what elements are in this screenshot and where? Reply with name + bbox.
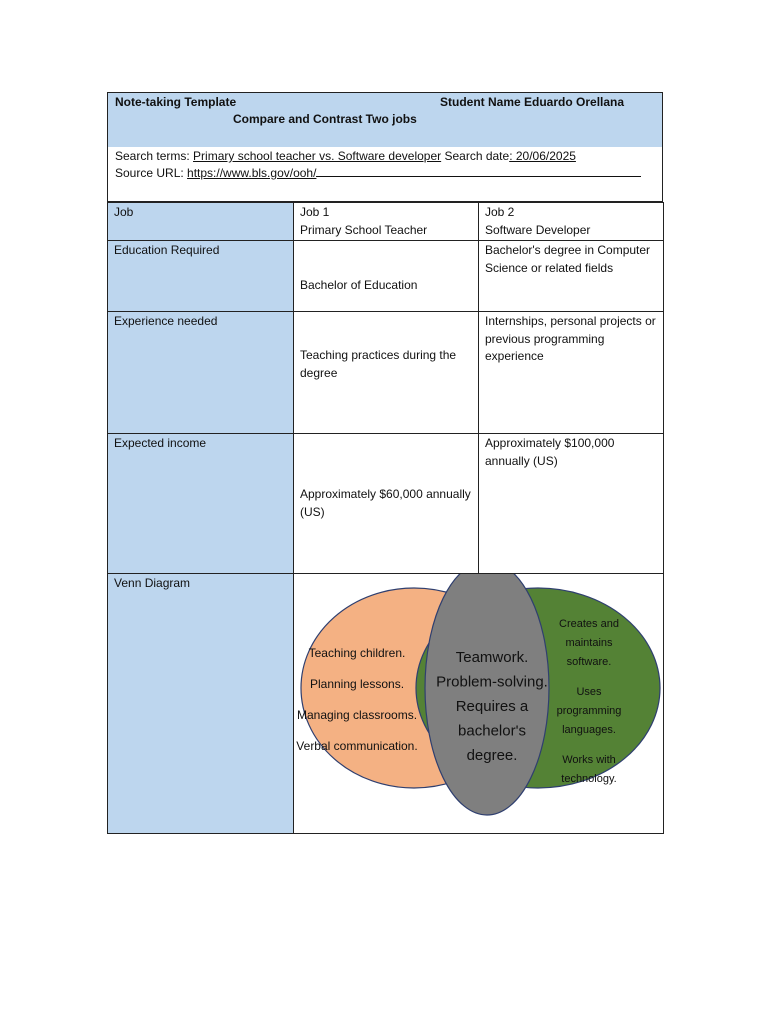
search-terms-label: Search terms: — [115, 149, 194, 163]
job1-cell: Approximately $60,000 annually (US) — [294, 434, 479, 574]
row-label: Venn Diagram — [108, 574, 294, 834]
venn-left-item: Teaching children. — [308, 646, 406, 660]
venn-right-item: programming — [556, 705, 622, 717]
venn-right-item: languages. — [562, 724, 616, 736]
comparison-table — [107, 202, 664, 834]
venn-diagram — [294, 574, 664, 832]
venn-overlap-item: Teamwork. — [455, 649, 529, 666]
job2-cell: Bachelor's degree in Computer Science or related fields — [479, 241, 664, 312]
venn-left-item: Planning lessons. — [309, 677, 405, 691]
venn-right-item: Creates and — [559, 618, 619, 630]
venn-overlap-item: Requires a — [455, 698, 529, 715]
source-url-link[interactable]: https://www.bls.gov/ooh/ — [187, 166, 317, 180]
venn-right-item: Works with — [562, 754, 616, 766]
table-row — [108, 574, 664, 834]
template-title: Note-taking Template — [115, 95, 237, 109]
venn-right-item: technology. — [561, 773, 617, 785]
job1-cell: Job 1 Primary School Teacher — [294, 203, 479, 241]
search-date-label: Search date — [441, 149, 510, 163]
venn-overlap-item: Problem-solving. — [436, 673, 548, 691]
job2-cell: Approximately $100,000 annually (US) — [479, 434, 664, 574]
venn-overlap-item: bachelor's — [458, 722, 526, 740]
row-label: Experience needed — [108, 312, 294, 434]
overlap-region — [425, 574, 549, 815]
job1-cell: Bachelor of Education — [294, 241, 479, 312]
table-row — [108, 241, 664, 312]
url-underline-fill — [316, 165, 641, 177]
venn-left-item: Verbal communication. — [296, 739, 418, 753]
table-row — [108, 203, 664, 241]
job2-cell: Job 2 Software Developer — [479, 203, 664, 241]
venn-right-item: software. — [566, 656, 612, 668]
table-row — [108, 312, 664, 434]
venn-right-item: maintains — [565, 637, 613, 649]
venn-diagram-cell — [294, 574, 664, 834]
venn-right-item: Uses — [576, 686, 602, 698]
document-subtitle: Compare and Contrast Two jobs — [233, 112, 417, 126]
row-label: Job — [108, 203, 294, 241]
search-info-section — [107, 147, 663, 202]
job2-cell: Internships, personal projects or previous programming experience — [479, 312, 664, 434]
student-name: Student Name Eduardo Orellana — [440, 95, 625, 109]
source-url-line — [115, 165, 641, 180]
header-section — [107, 92, 663, 148]
search-date-value: : 20/06/2025 — [509, 149, 576, 163]
row-label: Education Required — [108, 241, 294, 312]
venn-overlap-item: degree. — [466, 747, 518, 764]
search-terms-line — [115, 149, 576, 163]
job1-cell: Teaching practices during the degree — [294, 312, 479, 434]
venn-left-item: Managing classrooms. — [296, 708, 418, 722]
search-terms-value: Primary school teacher vs. Software developer — [193, 149, 442, 163]
table-row — [108, 434, 664, 574]
source-url-label: Source URL: — [115, 166, 188, 180]
row-label: Expected income — [108, 434, 294, 574]
